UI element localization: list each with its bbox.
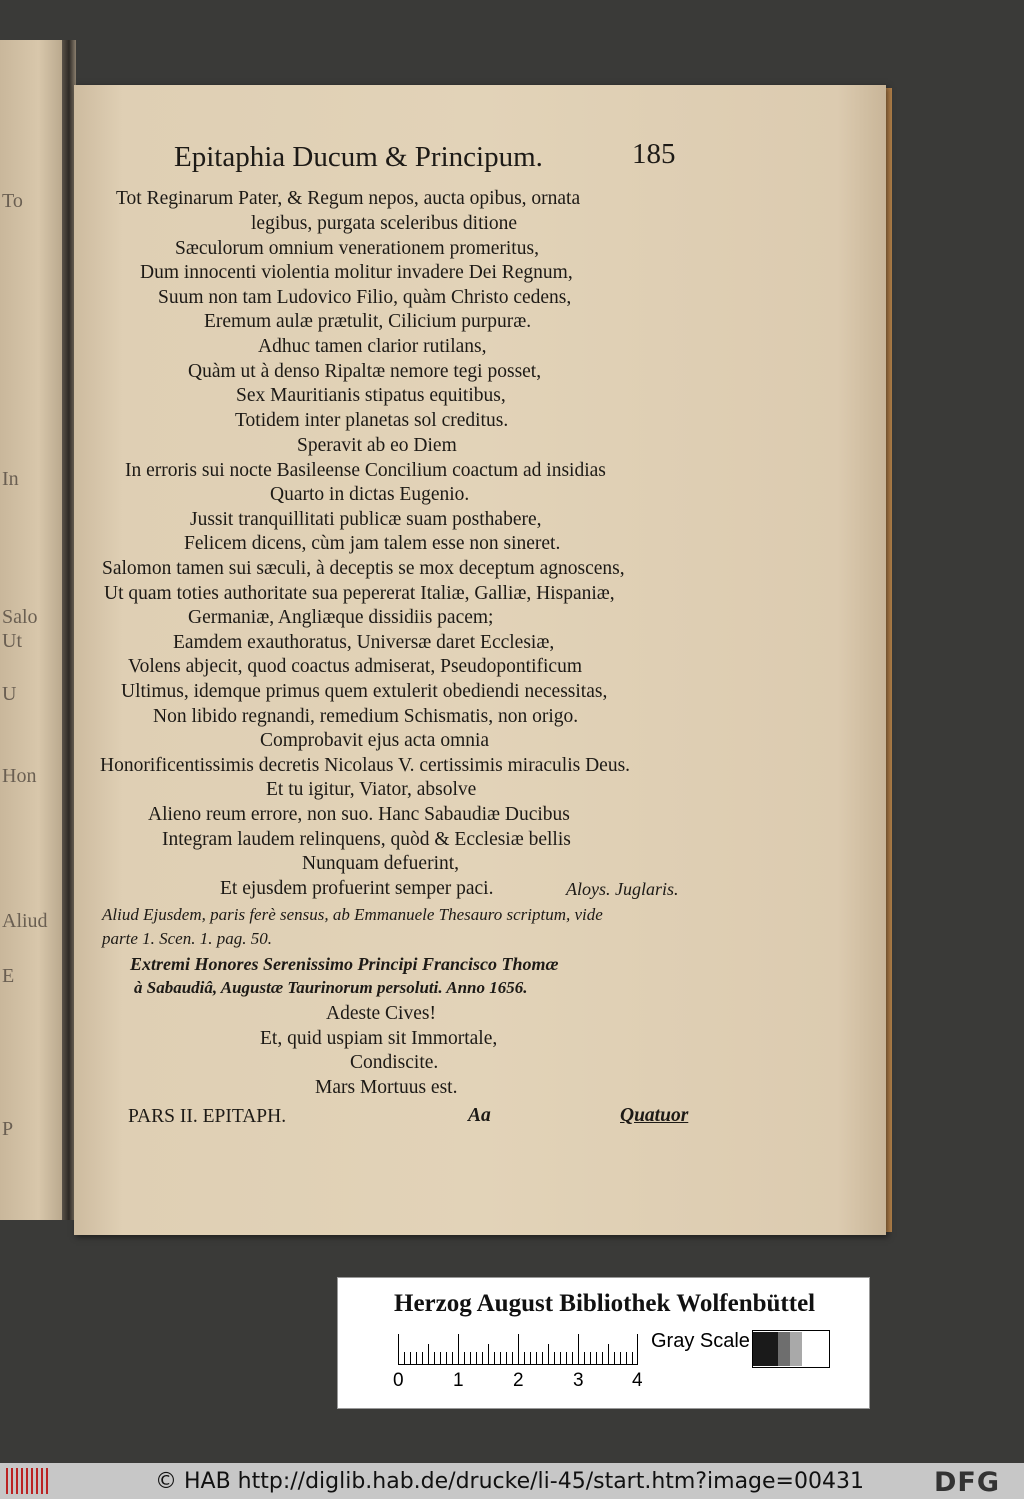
- previous-page-edge: [0, 40, 70, 1220]
- footer-title: PARS II. EPITAPH.: [128, 1106, 287, 1127]
- prev-fragment: Ut: [2, 630, 22, 652]
- gray-scale-label: Gray Scale: [651, 1330, 750, 1352]
- text-line: Honorificentissimis decretis Nicolaus V. certissimis miraculis Deus.: [100, 755, 631, 776]
- book-page: [74, 85, 886, 1235]
- footer-bar: [0, 1463, 1024, 1499]
- text-line: Adhuc tamen clarior rutilans,: [258, 336, 487, 357]
- text-line: Sæculorum omnium venerationem promeritus,: [175, 238, 539, 259]
- library-name: Herzog August Bibliothek Wolfenbüttel: [394, 1290, 816, 1317]
- text-line: Salomon tamen sui sæculi, à deceptis se mox deceptum agnoscens,: [102, 558, 625, 579]
- text-line: Condiscite.: [350, 1052, 439, 1073]
- text-line: Quàm ut à denso Ripaltæ nemore tegi posset,: [188, 361, 542, 382]
- note-line: Aliud Ejusdem, paris ferè sensus, ab Emmanuele Thesauro scriptum, vide: [102, 905, 603, 924]
- text-line: Eremum aulæ prætulit, Cilicium purpuræ.: [204, 311, 532, 332]
- text-line: Eamdem exauthoratus, Universæ daret Ecclesiæ,: [173, 632, 555, 653]
- text-line: Et tu igitur, Viator, absolve: [266, 779, 477, 800]
- text-line: Nunquam defuerint,: [302, 853, 460, 874]
- text-line: Sex Mauritianis stipatus equitibus,: [236, 385, 506, 406]
- text-line: Non libido regnandi, remedium Schismatis, non origo.: [153, 706, 579, 727]
- note-line: parte 1. Scen. 1. pag. 50.: [102, 929, 272, 948]
- text-line: Suum non tam Ludovico Filio, quàm Christo cedens,: [158, 287, 572, 308]
- prev-fragment: In: [2, 468, 19, 490]
- measure-ruler: [398, 1334, 638, 1365]
- page-number: 185: [632, 138, 676, 170]
- prev-fragment: To: [2, 190, 23, 212]
- ruler-number: 2: [513, 1370, 524, 1391]
- swatch-dark-gray: [778, 1332, 790, 1366]
- prev-fragment: U: [2, 683, 17, 705]
- text-line: Integram laudem relinquens, quòd & Ecclesiæ bellis: [162, 829, 571, 850]
- text-line: Alieno reum errore, non suo. Hanc Sabaudiæ Ducibus: [148, 804, 570, 825]
- text-line: Adeste Cives!: [326, 1003, 436, 1024]
- ruler-number: 1: [453, 1370, 464, 1391]
- text-line: Ultimus, idemque primus quem extulerit obediendi necessitas,: [121, 681, 608, 702]
- ruler-number: 0: [393, 1370, 404, 1391]
- text-line: In erroris sui nocte Basileense Concilium coactum ad insidias: [125, 460, 606, 481]
- text-line: Volens abjecit, quod coactus admiserat, Pseudopontificum: [128, 656, 583, 677]
- ruler-number: 3: [573, 1370, 584, 1391]
- text-line: Comprobavit ejus acta omnia: [260, 730, 490, 751]
- prev-fragment: Hon: [2, 765, 37, 787]
- text-line: Felicem dicens, cùm jam talem esse non sineret.: [184, 533, 561, 554]
- text-line: Ut quam toties authoritate sua pepererat Italiæ, Galliæ, Hispaniæ,: [104, 583, 615, 604]
- catchword: Quatuor: [620, 1105, 689, 1126]
- prev-fragment: E: [2, 965, 15, 987]
- text-line: Quarto in dictas Eugenio.: [270, 484, 470, 505]
- hab-logo-icon: [6, 1468, 50, 1494]
- dfg-logo: DFG: [934, 1467, 1001, 1498]
- prev-fragment: P: [2, 1118, 14, 1140]
- swatch-black: [753, 1332, 778, 1366]
- text-line: Jussit tranquillitati publicæ suam posthabere,: [190, 509, 542, 530]
- running-title: Epitaphia Ducum & Principum.: [174, 141, 543, 173]
- prev-fragment: Salo: [2, 606, 38, 628]
- text-line: Dum innocenti violentia molitur invadere Dei Regnum,: [140, 262, 573, 283]
- text-line: legibus, purgata sceleribus ditione: [251, 213, 518, 234]
- text-line: Et ejusdem profuerint semper paci.: [220, 878, 494, 899]
- library-label: [337, 1277, 870, 1409]
- copyright-link[interactable]: © HAB http://diglib.hab.de/drucke/li-45/start.htm?image=00431: [155, 1469, 864, 1494]
- text-line: Tot Reginarum Pater, & Regum nepos, aucta opibus, ornata: [116, 188, 581, 209]
- section-heading: Extremi Honores Serenissimo Principi Francisco Thomæ: [130, 954, 559, 974]
- signature-mark: Aa: [468, 1105, 491, 1126]
- prev-fragment: Aliud: [2, 910, 48, 932]
- section-heading: à Sabaudiâ, Augustæ Taurinorum persoluti. Anno 1656.: [134, 978, 528, 997]
- text-line: Totidem inter planetas sol creditus.: [235, 410, 509, 431]
- text-line: Germaniæ, Angliæque dissidiis pacem;: [188, 607, 494, 628]
- swatch-light-gray: [790, 1332, 802, 1366]
- text-line: Et, quid uspiam sit Immortale,: [260, 1028, 498, 1049]
- text-line: Speravit ab eo Diem: [297, 435, 457, 456]
- ruler-number: 4: [632, 1370, 643, 1391]
- page-edge: [886, 88, 892, 1232]
- signature: Aloys. Juglaris.: [566, 879, 679, 899]
- text-line: Mars Mortuus est.: [315, 1077, 458, 1098]
